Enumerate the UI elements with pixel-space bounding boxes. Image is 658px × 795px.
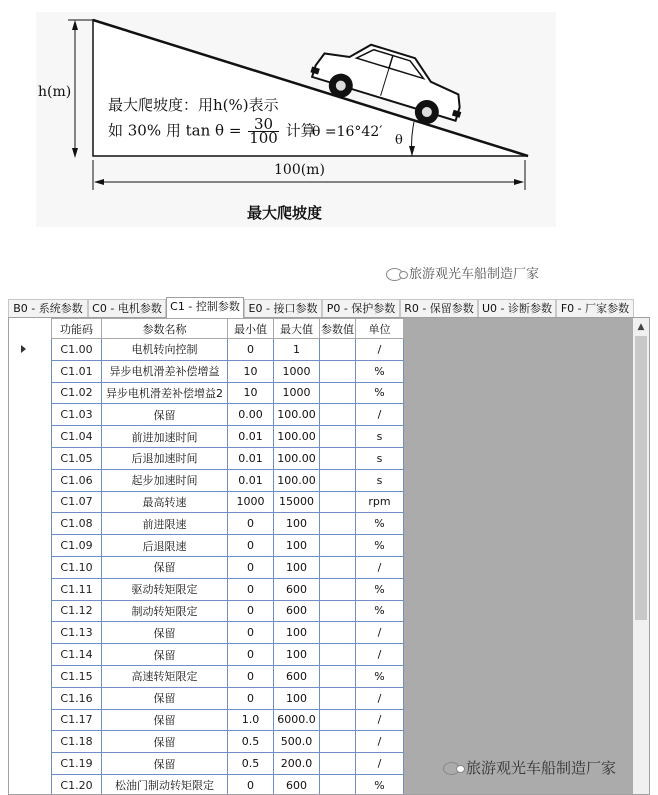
- column-header[interactable]: 最小值: [228, 319, 274, 339]
- table-row[interactable]: [52, 469, 404, 491]
- param-value-cell[interactable]: [320, 622, 356, 644]
- max-value-cell[interactable]: 1000: [274, 382, 320, 404]
- min-value-cell[interactable]: 1.0: [228, 709, 274, 731]
- min-value-cell[interactable]: 0: [228, 556, 274, 578]
- table-row[interactable]: [52, 556, 404, 578]
- unit-cell[interactable]: /: [356, 644, 404, 666]
- tab-0[interactable]: B0 - 系统参数: [8, 299, 88, 317]
- table-row[interactable]: [52, 687, 404, 709]
- max-value-cell[interactable]: 6000.0: [274, 709, 320, 731]
- function-code-cell[interactable]: C1.18: [52, 731, 102, 753]
- height-label: h(m): [38, 84, 72, 100]
- table-row[interactable]: [52, 513, 404, 535]
- fraction-denominator: 100: [249, 129, 278, 147]
- param-value-cell[interactable]: [320, 469, 356, 491]
- wechat-icon: [443, 762, 460, 775]
- grade-formula: [108, 115, 316, 147]
- table-row[interactable]: [52, 665, 404, 687]
- min-value-cell[interactable]: 0: [228, 687, 274, 709]
- param-value-cell[interactable]: [320, 774, 356, 795]
- unit-cell[interactable]: /: [356, 556, 404, 578]
- tab-6[interactable]: U0 - 诊断参数: [478, 299, 556, 317]
- param-name-cell[interactable]: 前进加速时间: [102, 426, 228, 448]
- min-value-cell[interactable]: 0.00: [228, 404, 274, 426]
- param-value-cell[interactable]: [320, 339, 356, 361]
- wechat-icon: [386, 268, 403, 281]
- theta-symbol: θ: [395, 133, 403, 148]
- max-grade-text: 最大爬坡度：用h(%)表示: [108, 96, 279, 114]
- min-value-cell[interactable]: 10: [228, 382, 274, 404]
- min-value-cell[interactable]: 0: [228, 513, 274, 535]
- param-value-cell[interactable]: [320, 731, 356, 753]
- table-row[interactable]: [52, 404, 404, 426]
- function-code-cell[interactable]: C1.10: [52, 556, 102, 578]
- unit-cell[interactable]: rpm: [356, 491, 404, 513]
- tab-5[interactable]: R0 - 保留参数: [400, 299, 478, 317]
- max-value-cell[interactable]: 100: [274, 622, 320, 644]
- fraction: [248, 115, 279, 147]
- unit-cell[interactable]: %: [356, 774, 404, 795]
- min-value-cell[interactable]: 0: [228, 644, 274, 666]
- tab-4[interactable]: P0 - 保护参数: [322, 299, 400, 317]
- max-value-cell[interactable]: 1: [274, 339, 320, 361]
- max-value-cell[interactable]: 600: [274, 774, 320, 795]
- min-value-cell[interactable]: 0: [228, 339, 274, 361]
- param-name-cell[interactable]: 后退限速: [102, 535, 228, 557]
- param-value-cell[interactable]: [320, 404, 356, 426]
- watermark-top: [386, 263, 539, 282]
- param-value-cell[interactable]: [320, 513, 356, 535]
- max-value-cell[interactable]: 100: [274, 644, 320, 666]
- param-value-cell[interactable]: [320, 426, 356, 448]
- column-header[interactable]: 参数名称: [102, 319, 228, 339]
- param-name-cell[interactable]: 保留: [102, 404, 228, 426]
- max-value-cell[interactable]: 600: [274, 578, 320, 600]
- slope-diagram: [0, 0, 658, 240]
- function-code-cell[interactable]: C1.20: [52, 774, 102, 795]
- formula-prefix: 如 30% 用 tan θ =: [108, 121, 242, 140]
- min-value-cell[interactable]: 0: [228, 535, 274, 557]
- param-name-cell[interactable]: 后退加速时间: [102, 447, 228, 469]
- max-value-cell[interactable]: 600: [274, 600, 320, 622]
- function-code-cell[interactable]: C1.11: [52, 578, 102, 600]
- max-value-cell[interactable]: 15000: [274, 491, 320, 513]
- param-name-cell[interactable]: 异步电机滑差补偿增益2: [102, 382, 228, 404]
- max-value-cell[interactable]: 500.0: [274, 731, 320, 753]
- tab-strip: [8, 297, 650, 317]
- function-code-cell[interactable]: C1.14: [52, 644, 102, 666]
- param-name-cell[interactable]: 保留: [102, 753, 228, 775]
- min-value-cell[interactable]: 0.01: [228, 447, 274, 469]
- param-name-cell[interactable]: 起步加速时间: [102, 469, 228, 491]
- param-name-cell[interactable]: 保留: [102, 556, 228, 578]
- param-name-cell[interactable]: 保留: [102, 687, 228, 709]
- tab-3[interactable]: E0 - 接口参数: [244, 299, 322, 317]
- min-value-cell[interactable]: 0.01: [228, 426, 274, 448]
- unit-cell[interactable]: %: [356, 665, 404, 687]
- max-value-cell[interactable]: 100.00: [274, 426, 320, 448]
- table-row[interactable]: [52, 339, 404, 361]
- max-value-cell[interactable]: 100: [274, 535, 320, 557]
- table-row[interactable]: [52, 535, 404, 557]
- param-name-cell[interactable]: 高速转矩限定: [102, 665, 228, 687]
- scroll-up-icon[interactable]: ▲: [637, 322, 645, 332]
- table-row[interactable]: [52, 709, 404, 731]
- unit-cell[interactable]: s: [356, 447, 404, 469]
- unit-cell[interactable]: %: [356, 513, 404, 535]
- table-row[interactable]: [52, 360, 404, 382]
- max-value-cell[interactable]: 100.00: [274, 447, 320, 469]
- watermark-bottom-text: 旅游观光车船制造厂家: [466, 759, 617, 777]
- param-name-cell[interactable]: 最高转速: [102, 491, 228, 513]
- max-value-cell[interactable]: 600: [274, 665, 320, 687]
- param-value-cell[interactable]: [320, 600, 356, 622]
- fraction-numerator: 30: [248, 118, 279, 132]
- unit-cell[interactable]: /: [356, 731, 404, 753]
- function-code-cell[interactable]: C1.03: [52, 404, 102, 426]
- diagram-caption: 最大爬坡度: [247, 204, 323, 222]
- table-row[interactable]: [52, 622, 404, 644]
- param-value-cell[interactable]: [320, 360, 356, 382]
- min-value-cell[interactable]: 0.01: [228, 469, 274, 491]
- param-name-cell[interactable]: 保留: [102, 622, 228, 644]
- unit-cell[interactable]: s: [356, 426, 404, 448]
- watermark-bottom: [443, 757, 616, 778]
- column-header[interactable]: 最大值: [274, 319, 320, 339]
- function-code-cell[interactable]: C1.16: [52, 687, 102, 709]
- function-code-cell[interactable]: C1.06: [52, 469, 102, 491]
- column-header[interactable]: 功能码: [52, 319, 102, 339]
- table-header-row: [52, 319, 404, 339]
- param-value-cell[interactable]: [320, 665, 356, 687]
- unit-cell[interactable]: %: [356, 535, 404, 557]
- parameter-table: [51, 318, 404, 795]
- unit-cell[interactable]: /: [356, 339, 404, 361]
- param-value-cell[interactable]: [320, 535, 356, 557]
- min-value-cell[interactable]: 0: [228, 622, 274, 644]
- param-name-cell[interactable]: 保留: [102, 731, 228, 753]
- param-value-cell[interactable]: [320, 491, 356, 513]
- param-value-cell[interactable]: [320, 578, 356, 600]
- function-code-cell[interactable]: C1.01: [52, 360, 102, 382]
- max-value-cell[interactable]: 100: [274, 556, 320, 578]
- function-code-cell[interactable]: C1.12: [52, 600, 102, 622]
- max-value-cell[interactable]: 100.00: [274, 404, 320, 426]
- param-name-cell[interactable]: 异步电机滑差补偿增益: [102, 360, 228, 382]
- table-row[interactable]: [52, 753, 404, 775]
- function-code-cell[interactable]: C1.09: [52, 535, 102, 557]
- unit-cell[interactable]: s: [356, 469, 404, 491]
- tab-2[interactable]: C1 - 控制参数: [166, 297, 244, 318]
- param-name-cell[interactable]: 保留: [102, 709, 228, 731]
- row-header-column[interactable]: [9, 318, 51, 794]
- unit-cell[interactable]: %: [356, 360, 404, 382]
- table-row[interactable]: [52, 578, 404, 600]
- unit-cell[interactable]: %: [356, 578, 404, 600]
- parameter-window: [8, 297, 650, 795]
- param-value-cell[interactable]: [320, 382, 356, 404]
- min-value-cell[interactable]: 0.5: [228, 731, 274, 753]
- param-name-cell[interactable]: 制动转矩限定: [102, 600, 228, 622]
- column-header[interactable]: 参数值: [320, 319, 356, 339]
- parameter-grid[interactable]: [8, 317, 650, 795]
- watermark-top-text: 旅游观光车船制造厂家: [409, 267, 540, 282]
- param-name-cell[interactable]: 前进限速: [102, 513, 228, 535]
- param-name-cell[interactable]: 保留: [102, 644, 228, 666]
- vertical-scrollbar[interactable]: [633, 318, 649, 794]
- min-value-cell[interactable]: 0: [228, 600, 274, 622]
- unit-cell[interactable]: /: [356, 709, 404, 731]
- function-code-cell[interactable]: C1.13: [52, 622, 102, 644]
- max-value-cell[interactable]: 100: [274, 513, 320, 535]
- unit-cell[interactable]: /: [356, 622, 404, 644]
- table-row[interactable]: [52, 731, 404, 753]
- param-name-cell[interactable]: 驱动转矩限定: [102, 578, 228, 600]
- param-value-cell[interactable]: [320, 447, 356, 469]
- param-name-cell[interactable]: 电机转向控制: [102, 339, 228, 361]
- current-row-indicator-icon: [21, 345, 26, 353]
- function-code-cell[interactable]: C1.15: [52, 665, 102, 687]
- max-value-cell[interactable]: 200.0: [274, 753, 320, 775]
- min-value-cell[interactable]: 0: [228, 665, 274, 687]
- slope-drawing: [0, 0, 658, 240]
- function-code-cell[interactable]: C1.17: [52, 709, 102, 731]
- unit-cell[interactable]: /: [356, 687, 404, 709]
- min-value-cell[interactable]: 1000: [228, 491, 274, 513]
- table-row[interactable]: [52, 491, 404, 513]
- param-value-cell[interactable]: [320, 644, 356, 666]
- max-value-cell[interactable]: 100: [274, 687, 320, 709]
- param-name-cell[interactable]: 松油门制动转矩限定: [102, 774, 228, 795]
- table-row[interactable]: [52, 774, 404, 795]
- max-value-cell[interactable]: 100.00: [274, 469, 320, 491]
- max-value-cell[interactable]: 1000: [274, 360, 320, 382]
- min-value-cell[interactable]: 0: [228, 774, 274, 795]
- function-code-cell[interactable]: C1.04: [52, 426, 102, 448]
- table-row[interactable]: [52, 447, 404, 469]
- base-label: 100(m): [274, 162, 325, 178]
- tab-1[interactable]: C0 - 电机参数: [88, 299, 166, 317]
- table-row[interactable]: [52, 600, 404, 622]
- theta-value: θ =16°42′: [312, 124, 383, 140]
- table-row[interactable]: [52, 426, 404, 448]
- param-value-cell[interactable]: [320, 556, 356, 578]
- scroll-thumb[interactable]: [635, 336, 647, 620]
- function-code-cell[interactable]: C1.07: [52, 491, 102, 513]
- unit-cell[interactable]: /: [356, 753, 404, 775]
- function-code-cell[interactable]: C1.19: [52, 753, 102, 775]
- table-row[interactable]: [52, 382, 404, 404]
- column-header[interactable]: 单位: [356, 319, 404, 339]
- function-code-cell[interactable]: C1.05: [52, 447, 102, 469]
- table-row[interactable]: [52, 644, 404, 666]
- min-value-cell[interactable]: 0: [228, 578, 274, 600]
- unit-cell[interactable]: %: [356, 382, 404, 404]
- unit-cell[interactable]: /: [356, 404, 404, 426]
- function-code-cell[interactable]: C1.08: [52, 513, 102, 535]
- min-value-cell[interactable]: 10: [228, 360, 274, 382]
- formula-suffix: 计算: [285, 121, 316, 140]
- function-code-cell[interactable]: C1.00: [52, 339, 102, 361]
- param-value-cell[interactable]: [320, 709, 356, 731]
- param-value-cell[interactable]: [320, 753, 356, 775]
- min-value-cell[interactable]: 0.5: [228, 753, 274, 775]
- tab-7[interactable]: F0 - 厂家参数: [556, 299, 634, 317]
- unit-cell[interactable]: %: [356, 600, 404, 622]
- function-code-cell[interactable]: C1.02: [52, 382, 102, 404]
- param-value-cell[interactable]: [320, 687, 356, 709]
